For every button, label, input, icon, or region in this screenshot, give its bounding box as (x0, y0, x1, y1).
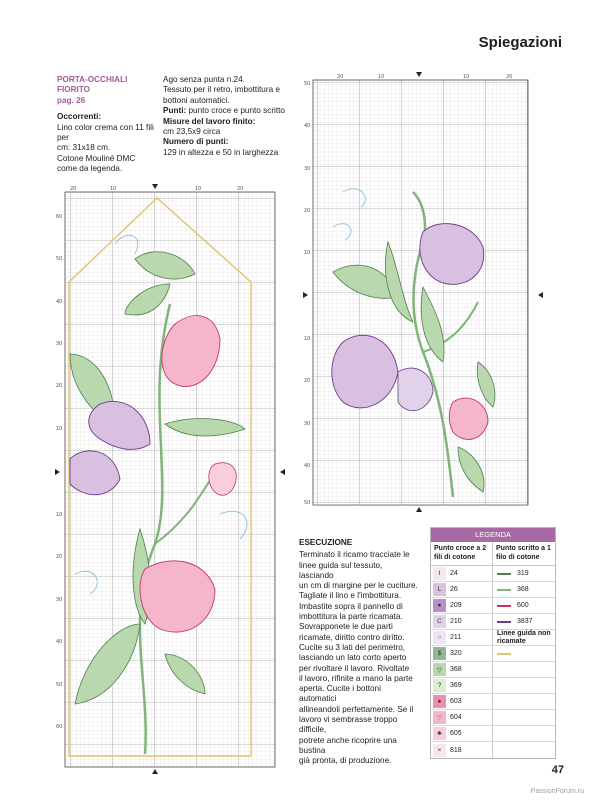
legend-cross-cell (431, 742, 493, 758)
legend-row (431, 598, 555, 614)
legend-cross-cell (431, 646, 493, 661)
instruction-line: allineandoli perfettamente. Se il (299, 704, 414, 714)
legend-code: 209 (450, 602, 462, 609)
axis-number: 50 (304, 500, 311, 506)
legend-symbol: L (433, 583, 446, 596)
legend-code: 24 (450, 570, 458, 577)
legend-code: 603 (450, 698, 462, 705)
axis-number: 20 (56, 554, 63, 560)
execution-instructions (299, 538, 419, 767)
legend-cross-cell (431, 678, 493, 693)
materials-line: Lino color crema con 11 fili per (57, 122, 154, 143)
project-title: PORTA-OCCHIALI FIORITO (57, 75, 128, 95)
guide-line-swatch (497, 653, 511, 655)
legend-code: 210 (450, 618, 462, 625)
legend-row (431, 710, 555, 726)
axis-number: 40 (56, 299, 63, 305)
execution-title: ESECUZIONE (299, 538, 353, 547)
watermark: PassionForum.ru (530, 788, 584, 795)
flower-bud (209, 463, 236, 496)
legend-column-headers (431, 542, 555, 566)
legend-symbol: ? (433, 679, 446, 692)
legend-back-cell (493, 742, 555, 758)
legend-symbol: ♡ (433, 711, 446, 724)
legend-code: 320 (450, 650, 462, 657)
materials-line: bottoni automatici. (163, 95, 230, 105)
axis-number: 20 (506, 74, 513, 80)
legend-row (431, 646, 555, 662)
axis-number: 20 (56, 383, 63, 389)
legend-symbol: ♠ (433, 695, 446, 708)
stitches-label: Punti: (163, 106, 187, 116)
size-value: cm 23,5x9 circa (163, 127, 221, 137)
instruction-line: Terminato il ricamo tracciate le (299, 550, 410, 560)
legend-symbol: × (433, 744, 446, 757)
legend-back-cell (493, 598, 555, 613)
instruction-line: imbottitura la parte ricamata. (299, 612, 403, 622)
center-marker (280, 469, 285, 475)
materials-line: Cotone Mouliné DMC (57, 153, 136, 163)
points-value: 129 in altezza e 50 in larghezza (163, 147, 279, 157)
axis-number: 20 (337, 74, 344, 80)
page-reference: pag. 26 (57, 95, 86, 105)
instruction-line: potrete anche ricoprire una bustina (299, 735, 397, 755)
legend-code: 604 (450, 714, 462, 721)
legend-title: LEGENDA (431, 528, 555, 542)
legend-row (431, 662, 555, 678)
materials-line: cm: 31x18 cm. (57, 143, 111, 153)
materials-line: come da legenda. (57, 164, 123, 174)
axis-number: 10 (304, 336, 311, 342)
backstitch-line (497, 621, 511, 623)
legend-code: 369 (450, 682, 462, 689)
legend-row (431, 614, 555, 630)
legend-row (431, 742, 555, 758)
legend-col-cross: Punto croce a 2 fili di cotone (431, 542, 493, 565)
axis-number: 20 (70, 186, 77, 192)
chart-right-svg (303, 72, 543, 512)
center-marker (152, 769, 158, 774)
legend-code: 26 (450, 586, 458, 593)
backstitch-line (497, 605, 511, 607)
legend-col-back: Punto scritto a 1 filo di cotone (496, 545, 551, 561)
legend-cross-cell (431, 662, 493, 677)
instruction-line: aperta. Cucite i bottoni automatici (299, 684, 381, 704)
legend-cross-cell (431, 630, 493, 645)
legend-rows (431, 566, 555, 758)
center-marker (152, 184, 158, 189)
legend-cross-cell (431, 710, 493, 725)
chart-left-svg (55, 184, 285, 774)
axis-number: 30 (56, 341, 63, 347)
instruction-line: Cucite su 3 lati del perimetro, (299, 642, 406, 652)
legend-symbol: ▽ (433, 663, 446, 676)
legend-symbol: I (433, 567, 446, 580)
materials-line: Ago senza punta n.24. (163, 75, 245, 84)
instruction-line: Imbastite sopra il pannello di (299, 601, 403, 611)
legend-code: 319 (517, 570, 529, 577)
points-label: Numero di punti: (163, 137, 229, 147)
size-label: Misure del lavoro finito: (163, 116, 256, 126)
axis-number: 10 (463, 74, 470, 80)
axis-number: 50 (304, 81, 311, 87)
page-number: 47 (551, 764, 564, 776)
legend-code: 3837 (517, 618, 533, 625)
cross-stitch-chart-left (55, 184, 285, 774)
axis-number: 30 (304, 421, 311, 427)
axis-number: 60 (56, 214, 63, 220)
legend-back-cell (493, 646, 555, 661)
legend-table (430, 527, 556, 759)
legend-cross-cell (431, 566, 493, 581)
instruction-line: Sovrapponete le due parti (299, 622, 393, 632)
legend-row (431, 694, 555, 710)
legend-back-cell (493, 678, 555, 693)
center-marker (55, 469, 60, 475)
materials-line: Tessuto per il retro, imbottitura e (163, 85, 280, 95)
axis-number: 60 (56, 724, 63, 730)
legend-symbol: ● (433, 599, 446, 612)
legend-back-cell (493, 662, 555, 677)
instruction-line: ricamate, diritto contro diritto. (299, 632, 405, 642)
instruction-line: già pronta, di produzione. (299, 756, 392, 766)
legend-row (431, 678, 555, 694)
legend-back-cell (493, 710, 555, 725)
materials-label: Occorrenti: (57, 112, 102, 122)
axis-number: 30 (56, 597, 63, 603)
legend-back-cell (493, 694, 555, 709)
intro-column-left (57, 75, 157, 175)
axis-number: 40 (304, 463, 311, 469)
axis-number: 20 (304, 208, 311, 214)
axis-number: 30 (304, 166, 311, 172)
legend-cross-cell (431, 582, 493, 597)
axis-number: 40 (304, 123, 311, 129)
legend-back-cell (493, 566, 555, 581)
legend-symbol: C (433, 615, 446, 628)
legend-row (431, 566, 555, 582)
legend-cross-cell (431, 694, 493, 709)
axis-number: 10 (56, 512, 63, 518)
legend-back-cell (493, 726, 555, 741)
instruction-line: lavoro vi sembrasse troppo difficile, (299, 715, 398, 735)
axis-number: 10 (378, 74, 385, 80)
instruction-line: per rivoltare il lavoro. Rivoltate (299, 663, 410, 673)
legend-code: 600 (517, 602, 529, 609)
legend-cross-cell (431, 614, 493, 629)
legend-back-cell (493, 614, 555, 629)
legend-code: 605 (450, 730, 462, 737)
legend-back-cell (493, 630, 555, 645)
instruction-line: linee guida sul tessuto, lasciando (299, 560, 383, 580)
legend-code: 818 (450, 746, 462, 754)
legend-back-cell (493, 582, 555, 597)
center-marker (416, 507, 422, 512)
legend-code: 368 (450, 666, 462, 673)
center-marker (416, 72, 422, 77)
guide-line-label: Linee guida non ricamate (497, 629, 551, 645)
intro-column-right (163, 75, 295, 158)
axis-number: 10 (56, 426, 63, 432)
legend-code: 368 (517, 586, 529, 593)
axis-number: 10 (110, 186, 117, 192)
section-title: Spiegazioni (478, 34, 562, 51)
legend-row (431, 630, 555, 646)
axis-number: 10 (195, 186, 202, 192)
axis-number: 50 (56, 682, 63, 688)
backstitch-line (497, 573, 511, 575)
legend-symbol: $ (433, 647, 446, 660)
instruction-line: un cm di margine per le cuciture. (299, 581, 418, 591)
stitches-value: punto croce e punto scritto (188, 106, 285, 116)
cross-stitch-chart-right (303, 72, 543, 512)
axis-number: 40 (56, 639, 63, 645)
instruction-line: il lavoro, rifinite a mano la parte (299, 673, 413, 683)
backstitch-line (497, 589, 511, 591)
legend-symbol: ♣ (433, 727, 446, 740)
legend-row (431, 726, 555, 742)
center-marker (538, 292, 543, 298)
axis-number: 20 (237, 186, 244, 192)
legend-cross-cell (431, 598, 493, 613)
axis-number: 50 (56, 256, 63, 262)
axis-number: 10 (304, 250, 311, 256)
center-marker (303, 292, 308, 298)
instruction-line: lasciando un lato corto aperto (299, 653, 407, 663)
legend-code: 211 (450, 634, 462, 641)
legend-row (431, 582, 555, 598)
legend-cross-cell (431, 726, 493, 741)
instruction-line: Tagliate il lino e l'imbottitura. (299, 591, 402, 601)
chart-grid-major (313, 80, 528, 505)
legend-symbol: ○ (433, 631, 446, 644)
axis-number: 20 (304, 378, 311, 384)
